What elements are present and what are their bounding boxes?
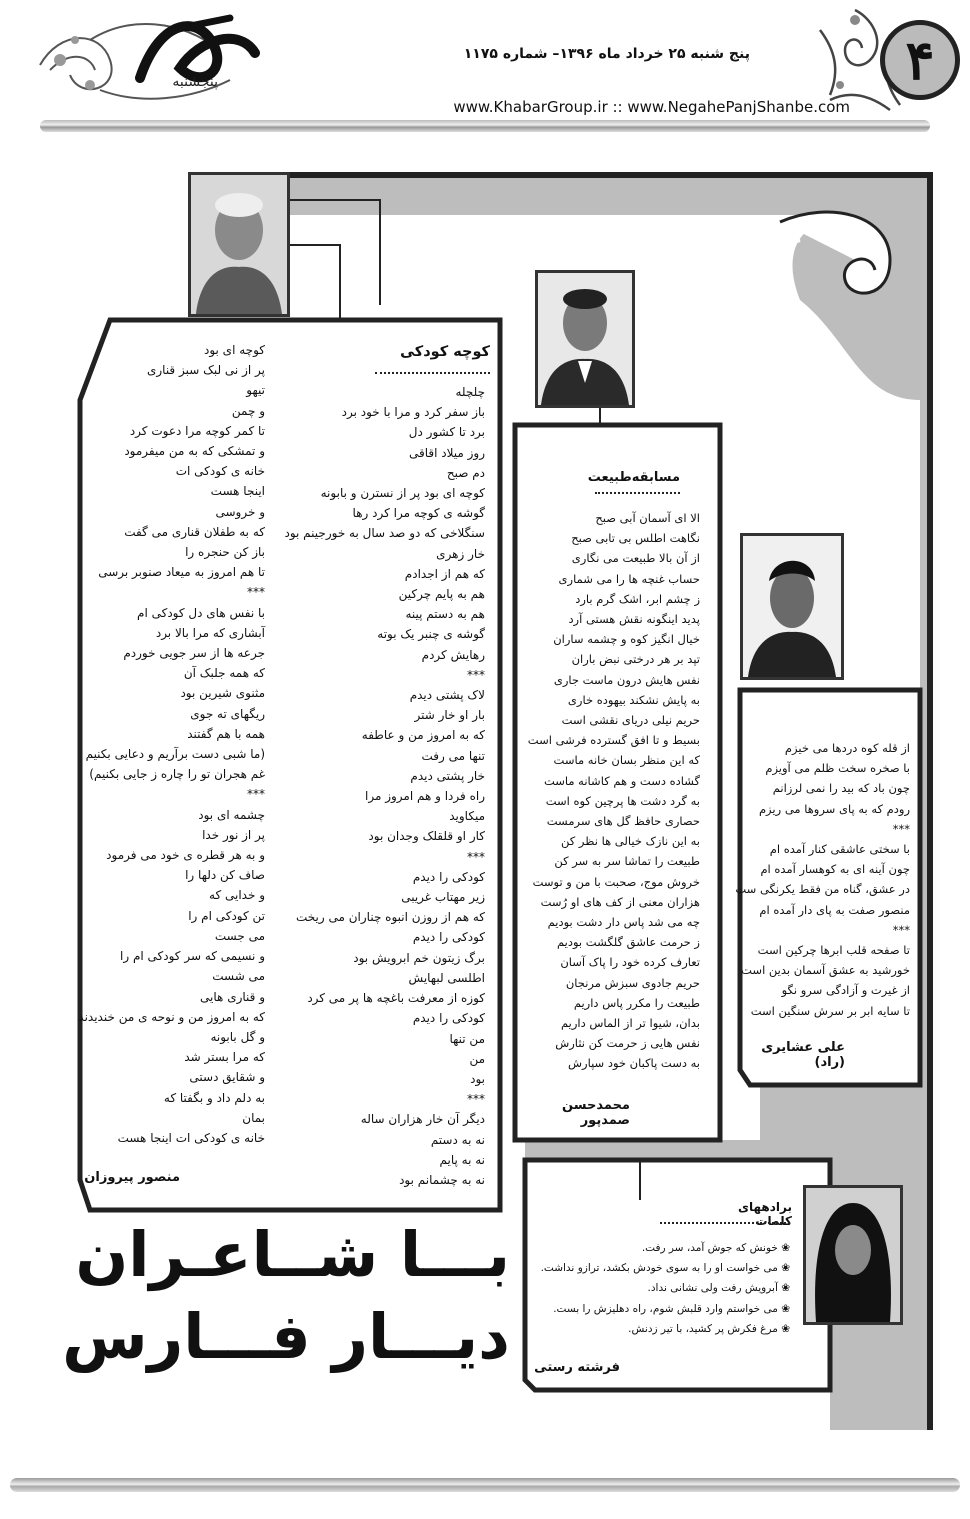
flower-bullet-icon: ❀ [777,1262,790,1275]
poem-line: به گرد دشت ها پرچین کوه است [545,793,700,808]
poem-line: برد تا کشور دل [408,425,485,440]
poem-line: الا ای آسمان آبی صبح [595,511,700,525]
poem-line: تنها می رفت [421,748,485,763]
poem-line: از غیرت و آزادگی سرو نگو [781,983,910,998]
poem-line: و شقایق دستی [189,1070,265,1085]
flower-bullet-icon: ❀ [777,1242,790,1254]
masthead-subtitle: پنجشنبه [172,74,218,90]
poem-line: کودکی را دیدم [412,930,485,945]
poem-line: و به هر قطره ی خود می فرمود [106,848,265,863]
poem-line: مثنوی شیرین بود [180,686,265,701]
flower-bullet-icon: ❀ [777,1282,790,1295]
poem-title-kalamat: برادههای کلمات [738,1200,792,1228]
feature-title-line-1: بـــا شــاعـران [75,1218,510,1291]
poem-line: چون باد که بید را نمی لرزانم [772,781,910,796]
poem-line: جرعه ها از سر جویی خوردم [123,646,265,661]
poem-line: اینجا هست [210,484,265,499]
poem-line: سنگلاخی که دو صد سال به خورجینم بود [284,526,485,541]
poem-line: خانه ی کودکی ات [175,464,265,479]
poem-line: خیال انگیز کوه و چشمه ساران [553,632,700,647]
poem-line: بمان [242,1110,265,1125]
flower-bullet-icon: ❀ [777,1322,790,1335]
poem-line: روز میلاد اقاقی [408,445,485,460]
poem-line: حریم جادوی سبزش مرنجان [565,975,700,990]
poem-line: چلچله [455,385,485,399]
photo-samadpour [535,270,635,408]
poem-line: تا سایه ابر بر سرش سنگین است [750,1003,910,1018]
poem-line: تپد بر هر درختی نبض باران [571,652,700,667]
title-divider [660,1222,790,1224]
poem-line: و قناری هایی [200,989,265,1004]
poem-line: رهایش کردم [421,647,485,662]
poem-line: و خدایی که [209,888,265,903]
poem-line: که مرا بستر شد [184,1050,265,1065]
stanza-separator: *** [467,667,485,682]
poem-line: که به امروز من و نوحه ی من خندیدند [78,1009,265,1024]
poem-tabiat-body [520,508,700,1074]
poem-line: حساب غنچه ها را می شماری [558,571,700,586]
poem-line: و خروسی [215,504,265,519]
poem-line: دیگر آن خار هزاران ساله [360,1112,485,1127]
poem-line: کار او قلقلک وجدان بود [368,829,485,844]
poem-line: تا صفحه قلب ابرها چرکین است [757,943,910,958]
poem-line: به دست پاکبان خود سپارش [567,1056,700,1071]
poem-line: منصور صفت به پای دار آمده ام [759,902,910,917]
poem-line: میکاوید [449,809,485,824]
header-rule [40,120,930,132]
poem-line: زیر مهتاب غریبی [401,890,485,905]
poem-line: چون آینه ای به کوهسار آمده ام [760,862,910,877]
stanza-separator: *** [247,787,265,802]
poem-line: چشمه ای بود [198,807,265,822]
poem-line: باز سفر کرد و مرا با خود برد [341,405,485,420]
footer-rule [10,1478,960,1492]
poem-ashayeri-body [735,738,910,1021]
poem-line: به دلم داد و بگفتا که [163,1090,265,1105]
poem-title-kooche: کوچه کودکی [400,344,490,360]
stanza-separator: *** [892,922,910,937]
poem-line: گوشه ی کوچه مرا کرد رها [352,506,485,521]
flower-bullet-icon: ❀ [777,1302,790,1315]
stanza-separator: *** [892,821,910,836]
title-divider [595,492,680,494]
poem-line: ز حرمت عاشق گلگشت بودیم [557,935,700,950]
issue-date: پنج شنبه ۲۵ خرداد ماه ۱۳۹۶– شماره ۱۱۷۵ [463,46,750,62]
poem-line: خانه ی کودکی ات اینجا هست [117,1130,265,1145]
photo-ashayeri [740,533,844,680]
author-rosti: فرشته رستی [534,1360,620,1375]
poem-line: می جست [214,928,265,943]
poem-line: و چمن [231,403,265,418]
poem-line: که به طفلان قناری می گفت [124,524,265,539]
poem-line: من [469,1051,485,1066]
poem-line: کوزه از معرفت باغچه ها پر می کرد [307,991,485,1006]
poem-line: نه به پایم [439,1152,485,1167]
poem-line: با صخره سخت ظلم می آویزم [765,761,910,776]
poem-line: از قله کوه دردها می خیزم [784,741,910,755]
poem-line: گوشه ی چنبر یک بوته [377,627,485,642]
poem-line: تعارف کرده خود را پاک آسان [560,955,700,970]
poem-line: باز کن حنجره را [185,545,265,560]
poem-line: نه به دستم [430,1132,485,1147]
poem-line: طبیعت را مکرر پاس داریم [573,995,700,1010]
poem-line: بود [470,1071,485,1086]
poem-line: چه می شد پاس دار دشت بودیم [547,915,700,930]
poem-line: پر از نی لبک سبز قناری [146,363,265,378]
poem-line: کوچه ای بود [203,343,265,357]
poem-line: نفس هایش درون ماست جاری [553,672,700,687]
poem-line: حصاری حافظ گل های سرمست [546,814,700,829]
poem-line: به پایش نشکند بیهوده خاری [567,692,700,707]
stanza-separator: *** [467,849,485,864]
poem-line: کوچه ای بود پر از نسترن و بابونه [320,486,485,501]
poem-line: خروش موج، صحبت با من و توست [532,874,700,889]
poem-line: که به امروز من و عاطفه [361,728,485,743]
poem-line: می شست [212,969,265,984]
poem-line: خورشید به عشق آسمان بدین است [741,963,910,978]
author-ashayeri: علی عشایری (راد) [761,1040,845,1070]
poem-line: بار او خار شتر [414,708,485,723]
page-number-badge: ۴ [880,20,960,100]
poem-line: اطلسی لبهایش [408,970,485,985]
poem-line: ریگهای ته جوی [190,706,265,721]
poem-line: نه به چشمانم بود [399,1172,485,1187]
poem-line: هم به پایم چرکین [398,587,485,602]
poem-line: هزاران معنی از کف های او رُست [540,894,700,909]
poem-line: با سختی عاشقی کنار آمده ام [769,842,910,857]
poem-line: از آن بالا طبیعت می نگاری [571,551,700,566]
poem-line: تا کمر کوچه مرا دعوت کرد [129,423,265,438]
poem-line: غم هجران تو را چاره ز جایی بکنیم) [89,767,265,782]
poem-line: که هم از روزن انبوه چناران می ریخت [296,910,485,925]
poem-line: ز چشم ابر، اشک گرم بارد [575,591,700,606]
poem-line: تن کودکی ام را [188,908,265,923]
photo-peyrouzan [188,172,290,317]
photo-rosti [803,1185,903,1325]
poem-line: که همه جلبک آن [183,666,265,681]
poem-line: ❀ آبرویش رفت ولی نشانی نداد. [647,1282,790,1295]
poem-line: هم به دستم پینه [405,607,485,622]
poem-line: تیهو [246,383,265,398]
poem-line: و نسیمی که سر کودکی ام را [120,949,265,964]
poem-line: ❀ خونش که جوش آمد، سر رفت. [641,1242,790,1254]
poem-line: حریم نیلی دریای نقشی است [561,713,700,728]
poem-line: آبشاری که مرا بالا برد [155,625,265,640]
poem-line: به این نازک خیالی ها نظر کن [561,834,700,849]
author-samadpour: محمدحسن صمدپور [562,1098,630,1128]
poem-line: (ما شبی دست برآریم و دعایی بکنیم [85,747,265,762]
poem-line: من تنها [449,1031,485,1046]
stanza-separator: *** [247,585,265,600]
stanza-separator: *** [467,1092,485,1107]
poem-line: لاک پشتی دیدم [409,688,485,703]
poem-line: راه فردا و هم امروز مرا [365,789,485,804]
poem-line: نگاهت اطلس بی تابی صبح [571,531,700,546]
poem-line: همه با هم گفتند [187,726,265,741]
poem-line: و تمشکی که به من میفرمود [124,444,265,459]
poem-line: دم صبح [446,465,485,480]
poem-line: پدید اینگونه نقش هستی آرد [568,612,700,627]
poem-line: که این منظر بسان خانه ماست [553,753,700,768]
poem-title-tabiat: مسابقه‌طبیعت [587,470,680,485]
poem-line: کودکی را دیدم [412,869,485,884]
poem-line: تا هم امروز به میعاد صنوبر برسی [98,565,265,580]
poem-line: خار پشتی دیدم [410,768,485,783]
poem-line: کودکی را دیدم [412,1011,485,1026]
poem-line: ❀ می خواست او را به سوی خودش بکشد، ترازو نداشت. [540,1262,790,1275]
title-divider [375,372,490,374]
poem-line: بسیط و تا افق گسترده فرشی است [527,733,700,748]
poem-line: بدان، شیوا تر از الماس داریم [560,1016,700,1031]
poem-line: صاف کن دلها را [185,868,265,883]
poem-kooche-column-1 [284,382,485,1190]
poem-line: برگ زیتون خم ابرویش بود [353,950,485,965]
poem-kooche-column-2 [78,340,265,1148]
feature-title-line-2: دیـــار فـــارس [62,1300,510,1373]
poem-line: با نفس های دل کودکی ام [137,605,265,620]
poem-kalamat-body [540,1238,790,1339]
author-peyrouzan: منصور پیروزان [84,1170,180,1185]
poem-line: طبیعت را تماشا سر به سر کن [554,854,700,869]
poem-line: ❀ مرغ فکرش پر کشید، با تیر زدنش. [628,1322,790,1335]
poem-line: ❀ می خواستم وارد قلبش شوم، راه دهلیزش را بست. [553,1302,790,1315]
poem-line: که هم از اجدادم [404,566,485,581]
poem-line: نفس هایی ز حرمت کن نثارش [555,1036,700,1051]
poem-line: پر از نور خدا [202,827,265,842]
poem-line: گشاده دست و هم کاشانه ماست [543,773,700,788]
site-urls: www.KhabarGroup.ir :: www.NegahePanjShanbe.com [453,98,850,116]
poem-line: رودم که به پای سروها می ریزم [758,801,910,816]
poem-line: در عشق، گناه من فقط یکرنگی ست [735,882,910,897]
poem-line: و گل بابونه [210,1029,265,1044]
poem-line: خار زهری [436,546,485,561]
